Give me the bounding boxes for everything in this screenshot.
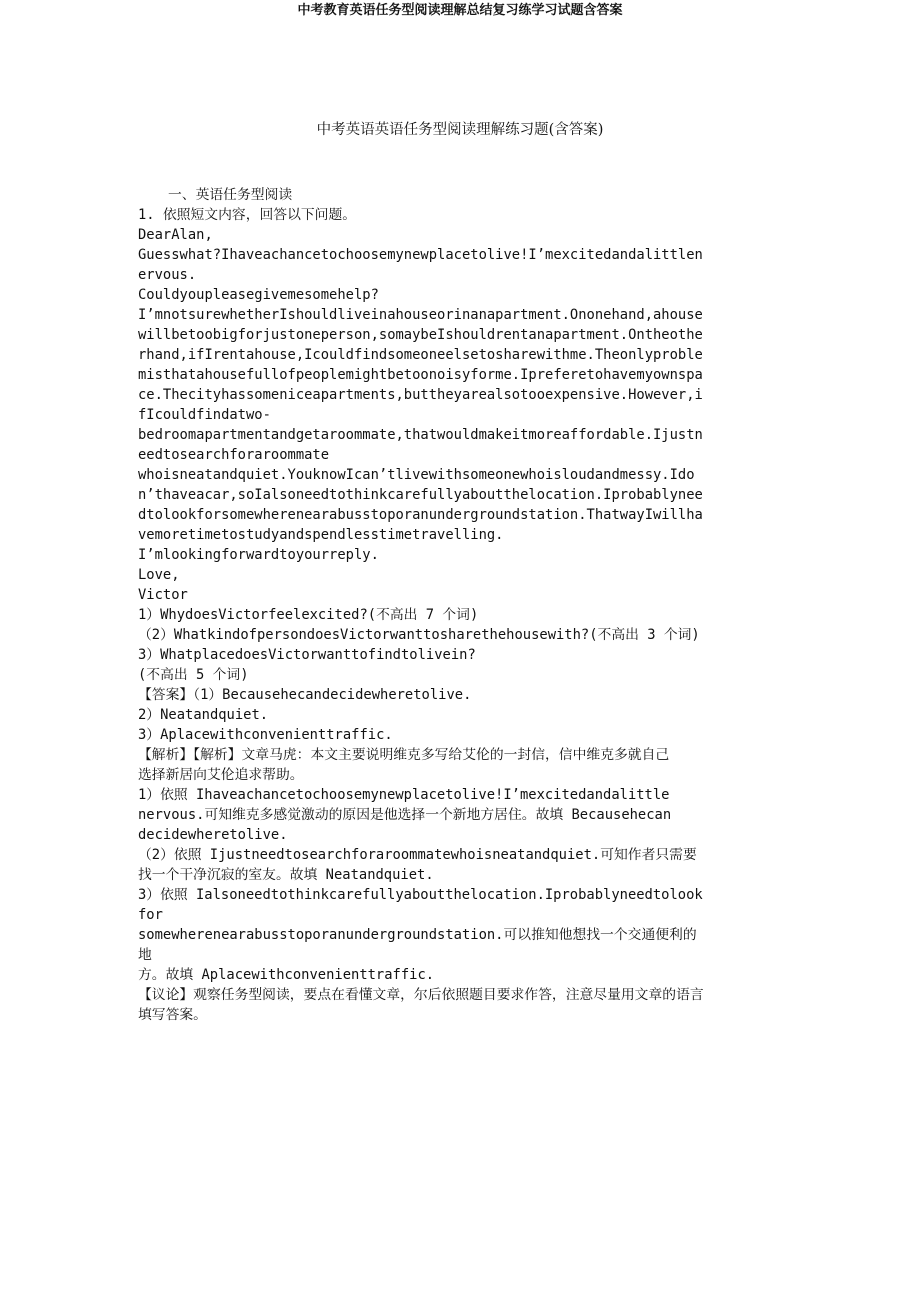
section-heading: 一、英语任务型阅读 bbox=[168, 187, 293, 203]
answer: 【答案】（1）Becausehecandecidewheretolive. bbox=[138, 687, 472, 703]
answer: 3）Aplacewithconvenienttraffic. bbox=[138, 727, 393, 743]
answer: 2）Neatandquiet. bbox=[138, 707, 269, 723]
letter-line: I’mlookingforwardtoyourreply. bbox=[138, 547, 379, 563]
analysis-line: 【议论】观察任务型阅读，要点在看懂文章，尔后依照题目要求作答，注意尽量用文章的语言填写答案。 bbox=[138, 987, 704, 1023]
analysis-line: 【解析】【解析】文章马虎：本文主要说明维克多写给艾伦的一封信，信中维克多就自己 bbox=[138, 747, 670, 763]
analysis-line: decidewheretolive. bbox=[138, 827, 288, 843]
letter bbox=[138, 225, 708, 605]
analysis bbox=[138, 745, 708, 1025]
letter-line: I’mnotsurewhetherIshouldliveinahouseorinanapartment.Ononehand,ahousewillbetoobigforjustoneperson,somaybeIshouldrentanapartment.Ontheotherhand,ifIrentahouse,Icouldfindsomeoneelsetosharewithme.Theonlyproblemisthatahousefullofpeoplemightbetoonoisyforme.Ipreferetohavemyownspace.Thecityhassomeniceapartments,buttheyarealsotooexpensive.However,ifIcouldfindatwo- bbox=[138, 307, 703, 423]
analysis-line: 方。故填 Aplacewithconvenienttraffic. bbox=[138, 967, 435, 983]
analysis-line: 1）依照 Ihaveachancetochoosemynewplacetolive!I’mexcitedandalittle bbox=[138, 787, 670, 803]
letter-line: Love, bbox=[138, 567, 180, 583]
answers bbox=[138, 685, 708, 745]
letter-line: bedroomapartmentandgetaroommate,thatwouldmakeitmoreaffordable.Ijustneedtosearchforaroommate bbox=[138, 427, 703, 463]
letter-line: Victor bbox=[138, 587, 188, 603]
question: (不高出 5 个词) bbox=[138, 667, 249, 683]
letter-greeting: DearAlan, bbox=[138, 227, 213, 243]
question-intro: 1. 依照短文内容，回答以下问题。 bbox=[138, 207, 357, 223]
analysis-line: somewherenearabusstoporanundergroundstation.可以推知他想找一个交通便利的地 bbox=[138, 927, 697, 963]
analysis-line: 选择新居向艾伦追求帮助。 bbox=[138, 767, 304, 783]
analysis-line: （2）依照 Ijustneedtosearchforaroommatewhoisneatandquiet.可知作者只需要找一个干净沉寂的室友。故填 Neatandquiet. bbox=[138, 847, 697, 883]
question: （2）WhatkindofpersondoesVictorwanttosharethehousewith?(不高出 3 个词) bbox=[138, 627, 700, 643]
page-header: 中考教育英语任务型阅读理解总结复习练学习试题含答案 bbox=[297, 3, 623, 18]
questions bbox=[138, 605, 708, 685]
document-body bbox=[138, 185, 708, 1025]
page-title: 中考英语英语任务型阅读理解练习题(含答案) bbox=[316, 122, 604, 138]
analysis-line: 3）依照 Ialsoneedtothinkcarefullyaboutthelocation.Iprobablyneedtolookfor bbox=[138, 887, 703, 923]
analysis-line: nervous.可知维克多感觉激动的原因是他选择一个新地方居住。故填 Becausehecan bbox=[138, 807, 672, 823]
question: 3）WhatplacedoesVictorwanttofindtolivein? bbox=[138, 647, 476, 663]
question: 1）WhydoesVictorfeelexcited?(不高出 7 个词) bbox=[138, 607, 479, 623]
letter-line: Couldyoupleasegivemesomehelp? bbox=[138, 287, 379, 303]
letter-line: Guesswhat?Ihaveachancetochoosemynewplacetolive!I’mexcitedandalittlenervous. bbox=[138, 247, 703, 283]
letter-line: whoisneatandquiet.YouknowIcan’tlivewithsomeonewhoisloudandmessy.Idon’thaveacar,soIalsoneedtothinkcarefullyaboutthelocation.Iprobablyneedtolookforsomewherenearabusstoporanundergroundstation.ThatwayIwillhavemoretimetostudyandspendlesstimetravelling. bbox=[138, 467, 703, 543]
